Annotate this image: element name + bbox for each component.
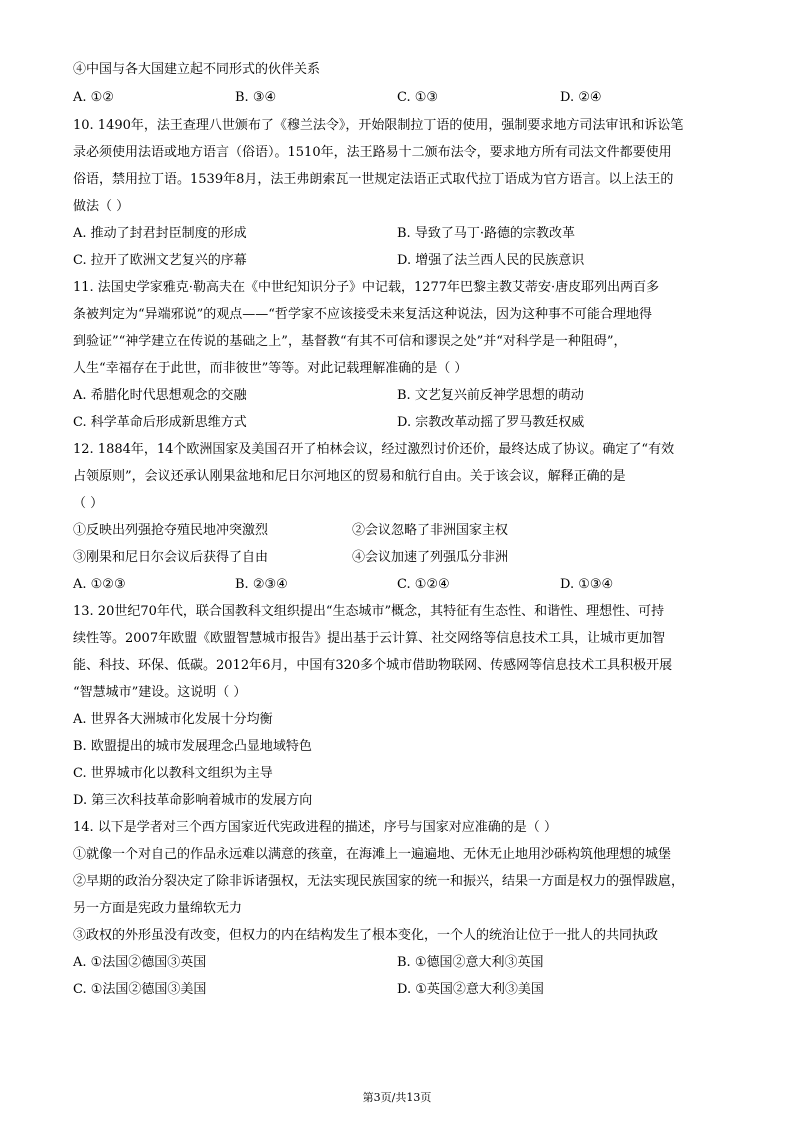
q12-statement-4: ④会议加速了列强瓜分非洲 [352,550,509,565]
q14-line-3: ②早期的政治分裂决定了除非诉诸强权，无法实现民族国家的统一和振兴，结果一方面是权力的强悍跋扈， [73,874,685,889]
q13-option-d: D. 第三次科技革命影响着城市的发展方向 [73,793,313,808]
q9-option-a: A. ①② [73,90,114,105]
q13-line-1: 13. 20世纪70年代，联合国教科文组织提出“生态城市”概念，其特征有生态性、和谐性、理想性、可持 [73,604,665,619]
q9-option-c: C. ①③ [397,90,439,105]
q13-option-c: C. 世界城市化以教科文组织为主导 [73,766,273,781]
q10-option-b: B. 导致了马丁·路德的宗教改革 [397,226,575,241]
q12-option-a: A. ①②③ [73,577,126,592]
q11-line-2: 条被判定为“异端邪说”的观点——“哲学家不应该接受未来复活这种说法，因为这种事不可能合理地得 [73,307,652,322]
q9-statement-4: ④中国与各大国建立起不同形式的伙伴关系 [73,62,321,77]
q9-option-b: B. ③④ [235,90,277,105]
q14-option-b: B. ①德国②意大利③英国 [397,955,544,970]
q12-statement-2: ②会议忽略了非洲国家主权 [352,523,509,538]
q10-option-a: A. 推动了封君封臣制度的形成 [73,226,247,241]
q12-statement-1: ①反映出列强抢夺殖民地冲突激烈 [73,523,269,538]
q14-option-c: C. ①法国②德国③美国 [73,982,207,997]
q14-line-5: ③政权的外形虽没有改变，但权力的内在结构发生了根本变化，一个人的统治让位于一批人的共同执政 [73,928,659,943]
q13-line-2: 续性等。2007年欧盟《欧盟智慧城市报告》提出基于云计算、社交网络等信息技术工具，让城市更加智 [73,631,666,646]
q10-line-3: 俗语，禁用拉丁语。1539年8月，法王弗朗索瓦一世规定法语正式取代拉丁语成为官方语言。以上法王的 [73,172,674,187]
q11-option-d: D. 宗教改革动摇了罗马教廷权威 [397,415,585,430]
q10-line-4: 做法（ ） [73,199,130,214]
q14-option-d: D. ①英国②意大利③美国 [397,982,544,997]
q12-option-d: D. ①③④ [560,577,614,592]
q14-line-2: ①就像一个对自己的作品永远难以满意的孩童，在海滩上一遍遍地、无休无止地用沙砾构筑他理想的城堡 [73,847,672,862]
page-number: 第3页/共13页 [362,1091,432,1104]
q10-option-d: D. 增强了法兰西人民的民族意识 [397,253,585,268]
q12-statement-3: ③刚果和尼日尔会议后获得了自由 [73,550,269,565]
q11-line-1: 11. 法国史学家雅克·勒高夫在《中世纪知识分子》中记载，1277年巴黎主教艾蒂安·唐皮耶列出两百多 [73,280,660,295]
q12-line-1: 12. 1884年，14个欧洲国家及美国召开了柏林会议，经过激烈讨价还价，最终达成了协议。确定了“有效 [73,442,675,457]
q12-line-2: 占领原则”，会议还承认刚果盆地和尼日尔河地区的贸易和航行自由。关于该会议，解释正确的是 [73,469,626,484]
q11-line-4: 人生“幸福存在于此世，而非彼世”等等。对此记载理解准确的是（ ） [73,361,468,376]
q12-option-b: B. ②③④ [235,577,288,592]
q12-option-c: C. ①②④ [397,577,450,592]
q12-line-3: （ ） [73,496,104,511]
q14-line-1: 14. 以下是学者对三个西方国家近代宪政进程的描述，序号与国家对应准确的是（ ） [73,820,557,835]
q11-option-b: B. 文艺复兴前反神学思想的萌动 [397,388,584,403]
q11-line-3: 到验证”“神学建立在传说的基础之上”，基督教“有其不可信和谬误之处”并“对科学是一种阻碍”， [73,334,627,349]
q11-option-c: C. 科学革命后形成新思维方式 [73,415,247,430]
q11-option-a: A. 希腊化时代思想观念的交融 [73,388,247,403]
q13-line-4: “智慧城市”建设。这说明（ ） [73,685,247,700]
q10-line-2: 录必须使用法语或地方语言（俗语）。1510年，法王路易十二颁布法令，要求地方所有司法文件都要使用 [73,145,672,160]
q10-line-1: 10. 1490年，法王查理八世颁布了《穆兰法令》，开始限制拉丁语的使用，强制要求地方司法审讯和诉讼笔 [73,118,684,133]
q14-line-4: 另一方面是宪政力量绵软无力 [73,901,243,916]
q14-option-a: A. ①法国②德国③英国 [73,955,207,970]
q13-line-3: 能、科技、环保、低碳。2012年6月，中国有320多个城市借助物联网、传感网等信息技术工具积极开展 [73,658,673,673]
q9-option-d: D. ②④ [560,90,602,105]
q13-option-a: A. 世界各大洲城市化发展十分均衡 [73,712,273,727]
q13-option-b: B. 欧盟提出的城市发展理念凸显地域特色 [73,739,312,754]
q10-option-c: C. 拉开了欧洲文艺复兴的序幕 [73,253,247,268]
